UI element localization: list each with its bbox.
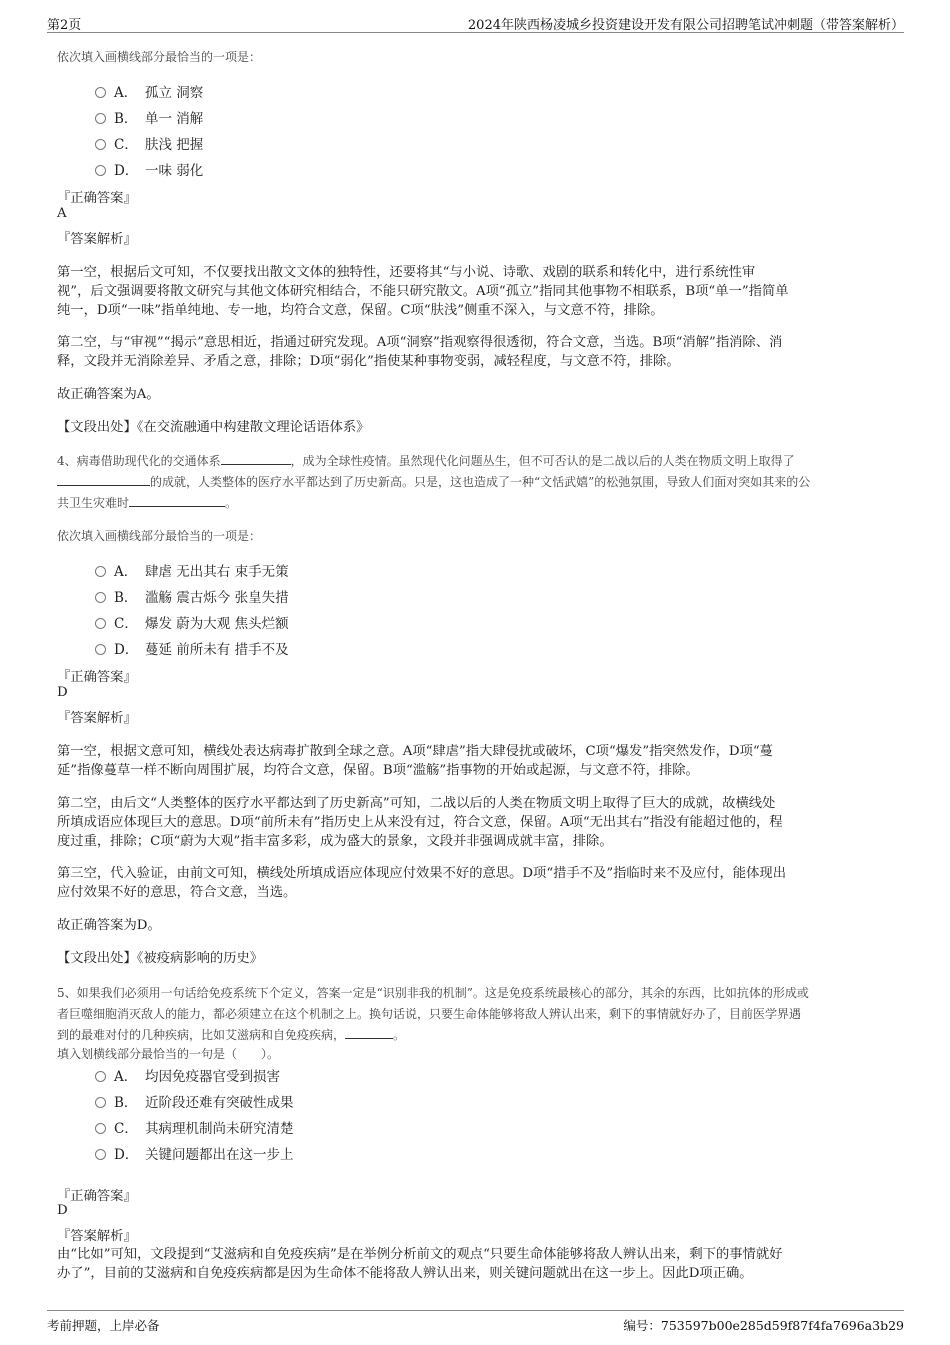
q5-stem-line1: 5、如果我们必须用一句话给免疫系统下个定义，答案一定是“识别非我的机制”。这是免疫系统最核心的部分，其余的东西，比如抗体的形成或 <box>57 986 809 1000</box>
q5-option-c[interactable]: C． 其病理机制尚未研究清楚 <box>95 1117 294 1137</box>
q4-stem-line3: 共卫生灾难时 。 <box>57 496 238 510</box>
q4-prompt: 依次填入画横线部分最恰当的一项是： <box>57 529 262 543</box>
q4-analysis-p1-l1: 第一空，根据文意可知，横线处表达病毒扩散到全球之意。A项“肆虐”指大肆侵扰或破坏，C项“爆发”指突然发作，D项“蔓 <box>57 744 773 759</box>
footer-slogan: 考前押题，上岸必备 <box>47 1318 160 1333</box>
q3-option-c[interactable]: C． 肤浅 把握 <box>95 133 203 153</box>
blank <box>345 1027 393 1039</box>
q5-answer-label: 『正确答案』 <box>57 1189 137 1204</box>
blank-1 <box>221 453 291 465</box>
blank-2 <box>57 474 150 486</box>
q3-answer-label: 『正确答案』 <box>57 191 137 206</box>
radio-icon[interactable] <box>95 1123 106 1134</box>
document-id: 编号：753597b00e285d59f87f4fa7696a3b29 <box>623 1318 904 1333</box>
q4-stem-line1: 4、病毒借助现代化的交通体系 ，成为全球性疫情。虽然现代化问题丛生，但不可否认的是二战以后的人类在物质文明上取得了 <box>57 454 795 468</box>
q5-option-d[interactable]: D． 关键问题都出在这一步上 <box>95 1143 294 1163</box>
q4-analysis-p2-l1: 第二空，由后文“人类整体的医疗水平都达到了历史新高”可知，二战以后的人类在物质文明上取得了巨大的成就，故横线处 <box>57 796 776 811</box>
radio-icon[interactable] <box>95 87 106 98</box>
q4-answer-label: 『正确答案』 <box>57 670 137 685</box>
document-title: 2024年陕西杨凌城乡投资建设开发有限公司招聘笔试冲刺题（带答案解析） <box>467 18 904 33</box>
q4-analysis-label: 『答案解析』 <box>57 711 137 726</box>
q3-analysis-p1-l3: 纯一，D项“一味”指单纯地、专一地，均符合文意，保留。C项“肤浅”侧重不深入，与文意不符，排除。 <box>57 303 664 318</box>
q4-option-a[interactable]: A． 肆虐 无出其右 束手无策 <box>95 560 289 580</box>
radio-icon[interactable] <box>95 139 106 150</box>
q5-answer: D <box>57 1203 68 1218</box>
q3-analysis-label: 『答案解析』 <box>57 232 137 247</box>
radio-icon[interactable] <box>95 566 106 577</box>
q4-option-c[interactable]: C． 爆发 蔚为大观 焦头烂额 <box>95 612 289 632</box>
q5-analysis-l1: 由“比如”可知，文段提到“艾滋病和自免疫疾病”是在举例分析前文的观点“只要生命体能够将敌人辨认出来，剩下的事情就好 <box>57 1247 783 1262</box>
q4-analysis-p2-l3: 度过重，排除；C项“蔚为大观”指丰富多彩，成为盛大的景象，文段并非强调成就丰富，排除。 <box>57 834 613 849</box>
q3-option-b[interactable]: B． 单一 消解 <box>95 107 203 127</box>
page-number: 第2页 <box>47 18 82 33</box>
q5-analysis-label: 『答案解析』 <box>57 1229 137 1244</box>
radio-icon[interactable] <box>95 113 106 124</box>
radio-icon[interactable] <box>95 592 106 603</box>
q3-analysis-conclusion: 故正确答案为A。 <box>57 387 160 402</box>
q4-analysis-p1-l2: 延”指像蔓草一样不断向周围扩展，均符合文意，保留。B项“滥觞”指事物的开始或起源，与文意不符，排除。 <box>57 763 699 778</box>
radio-icon[interactable] <box>95 165 106 176</box>
q5-stem-line3: 到的最难对付的几种疾病，比如艾滋病和自免疫疾病， 。 <box>57 1028 406 1042</box>
q3-analysis-p2-l2: 释，文段并无消除差异、矛盾之意，排除；D项“弱化”指使某种事物变弱，减轻程度，与文意不符，排除。 <box>57 354 680 369</box>
radio-icon[interactable] <box>95 1149 106 1160</box>
q3-analysis-p1-l1: 第一空，根据后文可知，不仅要找出散文文体的独特性，还要将其“与小说、诗歌、戏剧的联系和转化中，进行系统性审 <box>57 265 756 280</box>
q5-stem-line2: 者巨噬细胞消灭敌人的能力，都必须建立在这个机制之上。换句话说，只要生命体能够将敌人辨认出来，剩下的事情就好办了，目前医学界遇 <box>57 1007 802 1021</box>
q3-option-d[interactable]: D． 一味 弱化 <box>95 159 203 179</box>
q4-analysis-p3-l1: 第三空，代入验证，由前文可知，横线处所填成语应体现应付效果不好的意思。D项“措手不及”指临时来不及应付，能体现出 <box>57 866 786 881</box>
q4-stem-line2: 的成就，人类整体的医疗水平都达到了历史新高。只是，这也造成了一种“文恬武嬉”的松弛氛围，导致人们面对突如其来的公 <box>57 473 810 490</box>
q5-prompt: 填入划横线部分最恰当的一句是（ ）。 <box>57 1047 280 1061</box>
q4-analysis-conclusion: 故正确答案为D。 <box>57 918 161 933</box>
page-header <box>47 12 904 33</box>
q4-source: 【文段出处】《被疫病影响的历史》 <box>57 951 264 966</box>
q5-analysis-l2: 办了”，目前的艾滋病和自免疫疾病都是因为生命体不能将敌人辨认出来，则关键问题就出在这一步上。因此D项正确。 <box>57 1266 753 1281</box>
q3-analysis-p1-l2: 视”，后文强调要将散文研究与其他文体研究相结合，不能只研究散文。A项“孤立”指同其他事物不相联系，B项“单一”指简单 <box>57 284 789 299</box>
q5-option-a[interactable]: A． 均因免疫器官受到损害 <box>95 1065 280 1085</box>
q5-option-b[interactable]: B． 近阶段还难有突破性成果 <box>95 1091 294 1111</box>
q3-prompt: 依次填入画横线部分最恰当的一项是： <box>57 50 262 64</box>
q3-source: 【文段出处】《在交流融通中构建散文理论话语体系》 <box>57 420 370 435</box>
q3-answer: A <box>57 206 67 221</box>
radio-icon[interactable] <box>95 1097 106 1108</box>
q4-option-d[interactable]: D． 蔓延 前所未有 措手不及 <box>95 638 289 658</box>
blank-3 <box>129 495 225 507</box>
q3-option-a[interactable]: A． 孤立 洞察 <box>95 81 203 101</box>
q4-option-b[interactable]: B． 滥觞 震古烁今 张皇失措 <box>95 586 289 606</box>
q4-analysis-p2-l2: 所填成语应体现巨大的意思。D项“前所未有”指历史上从来没有过，符合文意，保留。A项“无出其右”指没有能超过他的，程 <box>57 815 783 830</box>
q3-analysis-p2-l1: 第二空，与“审视”“揭示”意思相近，指通过研究发现。A项“洞察”指观察得很透彻，符合文意，当选。B项“消解”指消除、消 <box>57 335 783 350</box>
page-footer <box>47 1310 904 1335</box>
q4-analysis-p3-l2: 应付效果不好的意思，符合文意，当选。 <box>57 885 297 900</box>
q4-answer: D <box>57 685 68 700</box>
radio-icon[interactable] <box>95 618 106 629</box>
radio-icon[interactable] <box>95 1071 106 1082</box>
radio-icon[interactable] <box>95 644 106 655</box>
